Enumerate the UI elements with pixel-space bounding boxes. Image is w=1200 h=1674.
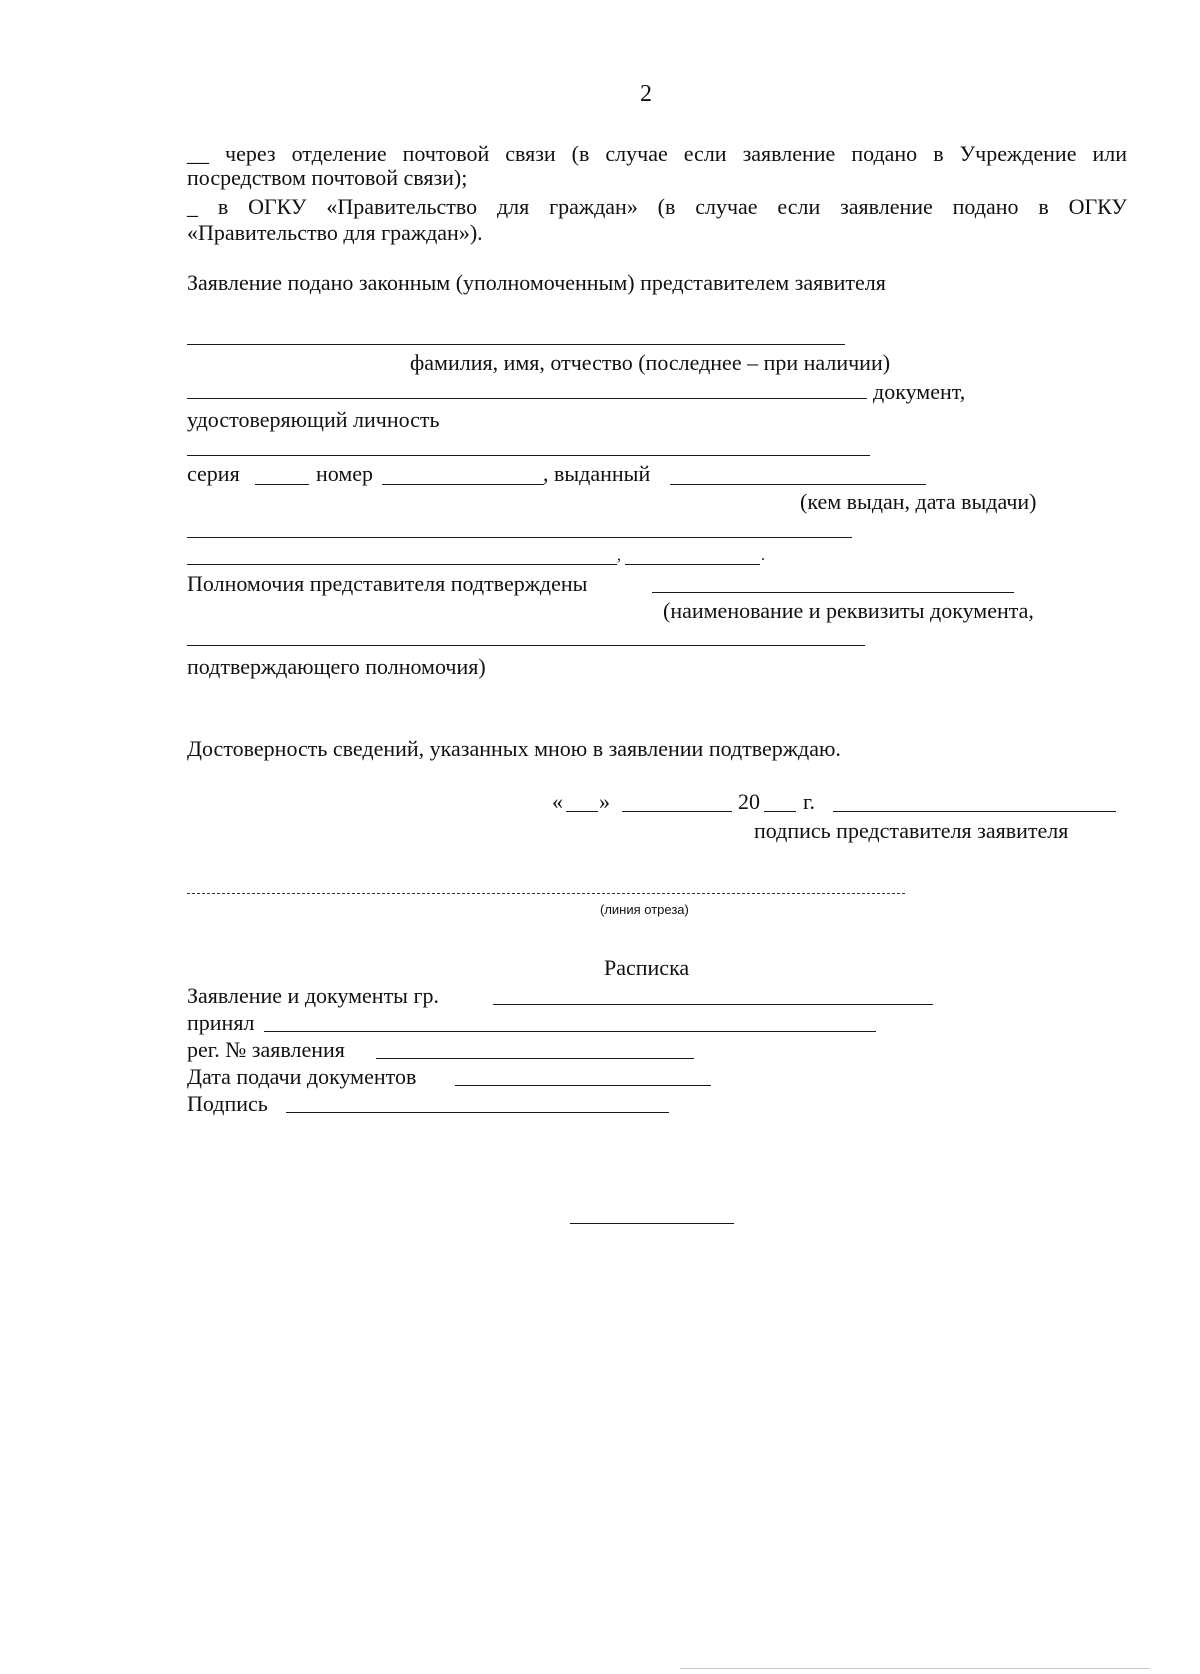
receipt-signature-label: Подпись xyxy=(187,1091,268,1116)
issued-date-comma: , xyxy=(617,547,621,564)
page-number: 2 xyxy=(640,81,652,107)
issued-extra-blank xyxy=(187,537,852,538)
cut-line-caption: (линия отреза) xyxy=(600,902,689,917)
powers-caption-cont: подтверждающего полномочия) xyxy=(187,654,486,679)
issued-label: , выданный xyxy=(543,461,651,486)
date-month-blank xyxy=(622,811,732,812)
identity-document-suffix: документ, xyxy=(873,379,966,404)
representative-name-caption: фамилия, имя, отчество (последнее – при наличии) xyxy=(410,350,891,375)
date-year-suffix: г. xyxy=(803,789,816,814)
date-quote-open: « xyxy=(552,789,563,814)
receipt-accepted-blank xyxy=(264,1031,876,1032)
representative-heading: Заявление подано законным (уполномоченным) представителем заявителя xyxy=(187,270,886,295)
receipt-reg-blank xyxy=(376,1058,694,1059)
date-year-prefix: 20 xyxy=(738,789,760,814)
number-label: номер xyxy=(316,461,374,486)
series-label: серия xyxy=(187,461,240,486)
signature-caption: подпись представителя заявителя xyxy=(754,818,1069,843)
date-year-blank xyxy=(764,811,796,812)
issued-date-blank-1 xyxy=(187,564,617,565)
receipt-title: Расписка xyxy=(604,955,690,980)
powers-label: Полномочия представителя подтверждены xyxy=(187,571,588,596)
issued-date-blank-2 xyxy=(625,564,760,565)
confirmation-text: Достоверность сведений, указанных мною в заявлении подтверждаю. xyxy=(187,736,841,761)
scan-edge-line xyxy=(680,1668,1150,1669)
cut-line xyxy=(187,893,905,894)
receipt-date-label: Дата подачи документов xyxy=(187,1064,417,1089)
issued-blank xyxy=(670,484,926,485)
date-quote-close: » xyxy=(599,789,610,814)
signature-blank xyxy=(833,811,1116,812)
receipt-reg-label: рег. № заявления xyxy=(187,1037,345,1062)
date-day-blank xyxy=(566,811,598,812)
issued-date-dot: . xyxy=(761,547,765,564)
issued-caption: (кем выдан, дата выдачи) xyxy=(800,489,1037,514)
powers-extra-blank xyxy=(187,645,865,646)
receipt-accepted-label: принял xyxy=(187,1010,255,1035)
delivery-option-ogku-line2: «Правительство для граждан»). xyxy=(187,220,483,245)
receipt-documents-blank xyxy=(493,1004,933,1005)
delivery-option-post-line1: __ через отделение почтовой связи (в случае если заявление подано в Учреждение или xyxy=(187,141,1127,166)
identity-document-blank xyxy=(187,398,867,399)
series-blank xyxy=(255,484,309,485)
powers-blank xyxy=(652,592,1014,593)
identity-document-label: удостоверяющий личность xyxy=(187,407,440,432)
identity-extra-blank xyxy=(187,455,870,456)
delivery-option-post-line2: посредством почтовой связи); xyxy=(187,165,468,190)
representative-name-blank xyxy=(187,344,845,345)
receipt-date-blank xyxy=(455,1085,711,1086)
delivery-option-ogku-line1: _ в ОГКУ «Правительство для граждан» (в случае если заявление подано в ОГКУ xyxy=(187,194,1127,219)
receipt-documents-label: Заявление и документы гр. xyxy=(187,983,439,1008)
receipt-signature-blank xyxy=(286,1112,669,1113)
number-blank xyxy=(382,484,544,485)
end-separator xyxy=(570,1223,734,1224)
powers-caption: (наименование и реквизиты документа, xyxy=(663,598,1034,623)
